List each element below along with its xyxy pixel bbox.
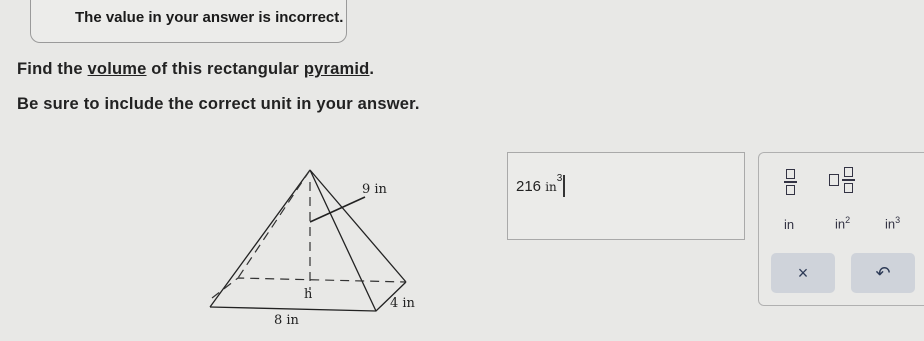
- undo-button[interactable]: [851, 253, 915, 293]
- unit-in-button[interactable]: in: [784, 217, 795, 232]
- height-label: h: [304, 287, 313, 302]
- math-palette: [758, 152, 924, 306]
- pyramid-link[interactable]: pyramid: [303, 60, 370, 78]
- volume-link[interactable]: volume: [87, 60, 147, 78]
- answer-unit: in: [545, 180, 557, 194]
- pyramid-back-left-edge: [238, 170, 310, 278]
- question-prompt: Find the volume of this rectangular pyramid.: [17, 60, 375, 78]
- unit-in2-button[interactable]: $in^2$: [835, 215, 851, 232]
- answer-input[interactable]: [507, 152, 745, 240]
- mixed-number-icon: [829, 167, 855, 193]
- undo-icon: ↶: [875, 262, 891, 283]
- mixed-number-button[interactable]: [829, 167, 855, 193]
- fraction-icon: [784, 169, 797, 195]
- depth-label: 4 in: [390, 296, 415, 311]
- feedback-banner: [30, 0, 347, 43]
- pyramid-figure: [190, 160, 430, 335]
- unit-instruction: Be sure to include the correct unit in your answer.: [17, 95, 420, 113]
- width-label: 8 in: [274, 313, 299, 328]
- text-cursor: [563, 175, 565, 197]
- close-icon: ×: [797, 262, 809, 283]
- clear-button[interactable]: [771, 253, 835, 293]
- answer-value-display: [516, 175, 565, 197]
- unit-in3-button[interactable]: $in^3$: [885, 215, 901, 232]
- answer-number: 216: [516, 178, 542, 195]
- fraction-button[interactable]: [784, 167, 797, 195]
- slant-label: 9 in: [362, 182, 387, 197]
- pyramid-left-edge: [210, 170, 310, 307]
- slant-height-line: [310, 197, 365, 222]
- answer-exponent: 3: [556, 173, 563, 184]
- pyramid-right-edge: [310, 170, 406, 282]
- feedback-message: The value in your answer is incorrect.: [75, 9, 344, 26]
